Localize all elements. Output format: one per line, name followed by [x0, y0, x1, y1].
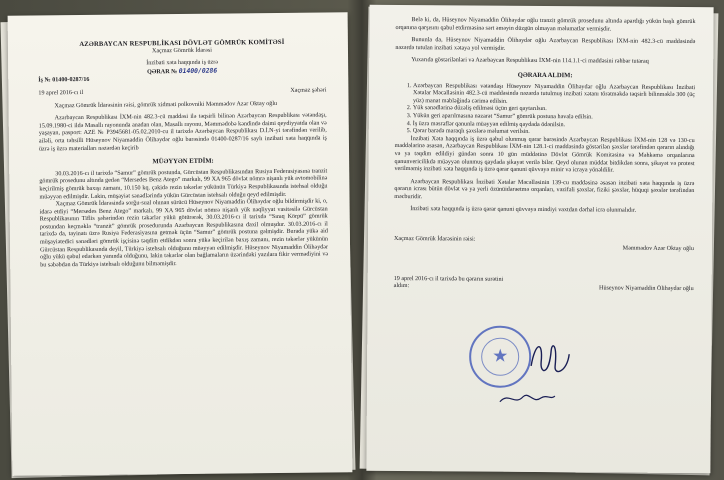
facts-paragraph-1: 30.03.2016-cı il tarixdə “Samur” gömrük postunda, Gürcüstan Respublikasından Rusiya Federasiyasına tranzit gömrük prosedunu altında gedən “Mersedes Benz Atego” markalı, 99 XA 965 dövlət nömrə nişanlı yük avtomobilinə keçirilmiş gömrük baxışı zamanı, 10.150 kq. çəkidə rezin təkərlər yükünün Türkiyə Respublikasında istehsal olduğu müəyyən edilmişdir. Lakin, müşayiət sənədlərində yükün Gürcüstan istehsalı olduğu qeyd edilmişdir. — [39, 168, 328, 200]
document-place: Xaçmaz şəhəri — [290, 87, 327, 94]
signer-role: Xaçmaz Gömrük İdarəsinin rəisi: — [393, 236, 476, 243]
decision-list — [395, 83, 695, 138]
decision-item: 1. Azərbaycan Respublikası vətəndaşı Hüseynov Niyamaddin Ölihəydər oğlu Azərbaycan Respublikası İnzibati Xətalar Məcəlləsinin 482.3-cü maddəsində nəzərdə tutulmuş inzibati xətanı törətməkdə təqsirli bilinməklə 300 (üç yüz) manat məbləğində cərimə edilsin. — [413, 83, 695, 108]
continuation-paragraph-1: Belə ki, da, Hüseynov Niyamaddin Ölihəydər oğlu tranzit gömrük prosedunu altında apardığı yükün başlı gömrük orqanına qarşısını qəbul etdirməsinə sərt əməyin düzgün olmayan məlumatlar vermişdir. — [395, 17, 696, 33]
decision-item: 4. İş üzrə məsrəflər qanunla müəyyən edilmiş qaydada ödənilsin. — [413, 121, 695, 131]
decision-title: QƏRAR № — [147, 68, 178, 76]
continuation-paragraph-2: Bununla da, Hüseynov Niyamaddin Ölihəydər oğlu Azərbaycan Respublikası İXM-nin 482.3-cü maddəsində nəzərdə tutulan inzibati xətaya yol vermişdir. — [395, 37, 696, 52]
decision-item: 3. Yükün geri aparılmasına nəzarət “Samur” gömrük postuna həvalə edilsin. — [413, 113, 695, 123]
established-heading: MÜƏYYƏN ETDİM: — [152, 157, 214, 166]
document-date: 19 aprel 2016-cı il — [38, 89, 84, 97]
decision-item: 5. Qərar barədə maraqlı şəxslərə məlumat verilsin. — [413, 128, 695, 138]
header-subtitle: Xaçmaz Gömrük İdarəsi — [151, 47, 212, 54]
receiver-signature — [497, 388, 557, 410]
continuation-paragraph-3: Yuxarıda göstərilənləri və Azərbaycan Respublikası İXM-nin 114.1.1-ci maddəsini rəhbər tutaraq — [411, 57, 649, 66]
subject-paragraph: Azərbaycan Respublikası İXM-nin 482.3-cü maddəsi ilə təqsirli bilinən Azərbaycan Respublikası vətəndaşı, 15.09.1980-ci ildə Masallı rayonunda anadan olan, Masallı rayonu, Məmmədobə kəndində daimi qeydiyyatda olan və yaşayan, pasport: AZE № P3945681-05.02.2010-cu il tarixdə Azərbaycan Respublikası D.İ.N-yi tərəfindən verilib, ailəli, orta təhsilli Hüseynov Niyamaddin Ölihəydər oğlu barəsində 01400-0287/16 saylı inzibati xəta haqqında iş üzrə iş üzrə materialları nəzərdən keçirib — [38, 112, 327, 153]
header-title: AZƏRBAYCAN RESPUBLİKASI DÖVLƏT GÖMRÜK KOMİTƏSİ — [79, 38, 285, 49]
facts-paragraph-2: Xaçmaz Gömrük İdarəsində sorğu-sual olunan sürücü Hüseynov Niyamaddin Ölihəydər oğlu bildirmişdir ki, o, idarə etdiyi “Mersedes Benz Atego” markalı, 99 XA 965 dövlət nömrə nişanlı yük nəqliyyat vasitəsilə Gürcüstan Respublikasının Tiflis şəhərindən rezin təkərlər yükü götürərək, 30.03.2016-cı il tarixdə “Sınıq Körpü” gömrük postundan keçməklə “tranzit” gömrük prosedurunda Azərbaycan Respublikasına daxil olmuşdur. 30.03.2016-cı il tarixdə da, tayinatı üzrə Rusiya Federasiyasına getmək üçün “Samur” gömrük postuna gəlmişdir. Burada yükə aid müşayiətedici sənədləri gömrük işçisinə təqdim etdikdən sonra yükə keçirilən baxış zamanı, rezin təkərlər yükünün Gürcüstan Respublikasında deyil, Türkiyə istehsalı olduğunu müəyyən edilmişdir. Hüseynov Niyamaddin Ölihəydər oğlu yükü qəbul edərkən yanında olduğunu, lakin təkərlər olan bağlamaların üzərindəki yazılara fikir vermədiyini və bu səbəbdən da Türkiyə istehsalı olduğunu bilməmişdir. — [39, 198, 329, 269]
case-number: İş № 01400-0287/16 — [38, 77, 90, 84]
signature-row — [394, 236, 694, 254]
document-page-1 — [8, 12, 353, 476]
signer-name: Məmmədov Azər Oktay oğlu — [622, 245, 694, 253]
official-seal-stamp — [469, 326, 531, 388]
receipt-row — [394, 276, 694, 294]
handwritten-number: 01400/0286 — [178, 66, 218, 75]
appeal-paragraph: İnzibati Xəta haqqında iş üzrə qəbul olunmuş qərar barəsində Azərbaycan Respublikası İXM-nin 128 və 130-cu maddələrinə əsasən, Azərbaycan Respublikası İXM-nin 128.1-ci maddəsində göstərilən şəxslər tərəfindən qərarın alındığı və ya təqdim edildiyi gündən sonra 10 gün müddətinə Dövlət Gömrük Komitəsinə və Məhkəmə orqanlarına qanunvericilikdə müəyyən olunmuş qaydada şikayət verilə bilər. Qeyd olunan müddət bitdikdən sonra, şikayət və protest verilməmiş inzibati xəta haqqında iş üzrə qərar qanuni qüvvəyə minir və icraya yönəldilir. — [394, 135, 695, 174]
decided-heading: QƏRARA ALDIM: — [517, 71, 573, 80]
decision-item: 2. Yük sənədlərinə düzəliş edilməsi üçün geri qaytarılsın. — [413, 105, 695, 115]
document-label: İnzibati xəta haqqında iş üzrə — [146, 59, 219, 67]
execution-paragraph: İnzibati xəta haqqında iş üzrə qərar qanuni qüvvəyə mindiyi vaxtdan dərhal icra olunmalıdır. — [410, 206, 637, 215]
receipt-date: 19 aprel 2016-cı il tarixdə bu qərarın surətini aldım: — [393, 275, 504, 290]
seal-emblem-icon: ★ — [492, 345, 509, 366]
document-page-2 — [366, 5, 713, 473]
director-signature — [527, 336, 573, 380]
enforcement-paragraph: Azərbaycan Respublikası İnzibati Xətalar Məcəlləsinin 139-cu maddəsinə əsasən inzibati xəta haqqında iş üzrə qərarın icrası bütün dövlət və ya yerli özünüidarəetmə orqanları, vəzifəli şəxslər, fiziki şəxslər, hüquqi şəxslər tərəfindən məcburidir. — [394, 178, 695, 201]
receiver-name: Hüseynov Niyamaddin Ölihəydər oğlu — [599, 285, 694, 292]
intro-paragraph: Xaçmaz Gömrük İdarəsinin rəisi, gömrük xidməti polkovniki Məmmədov Azər Oktay oğlu — [54, 100, 278, 109]
